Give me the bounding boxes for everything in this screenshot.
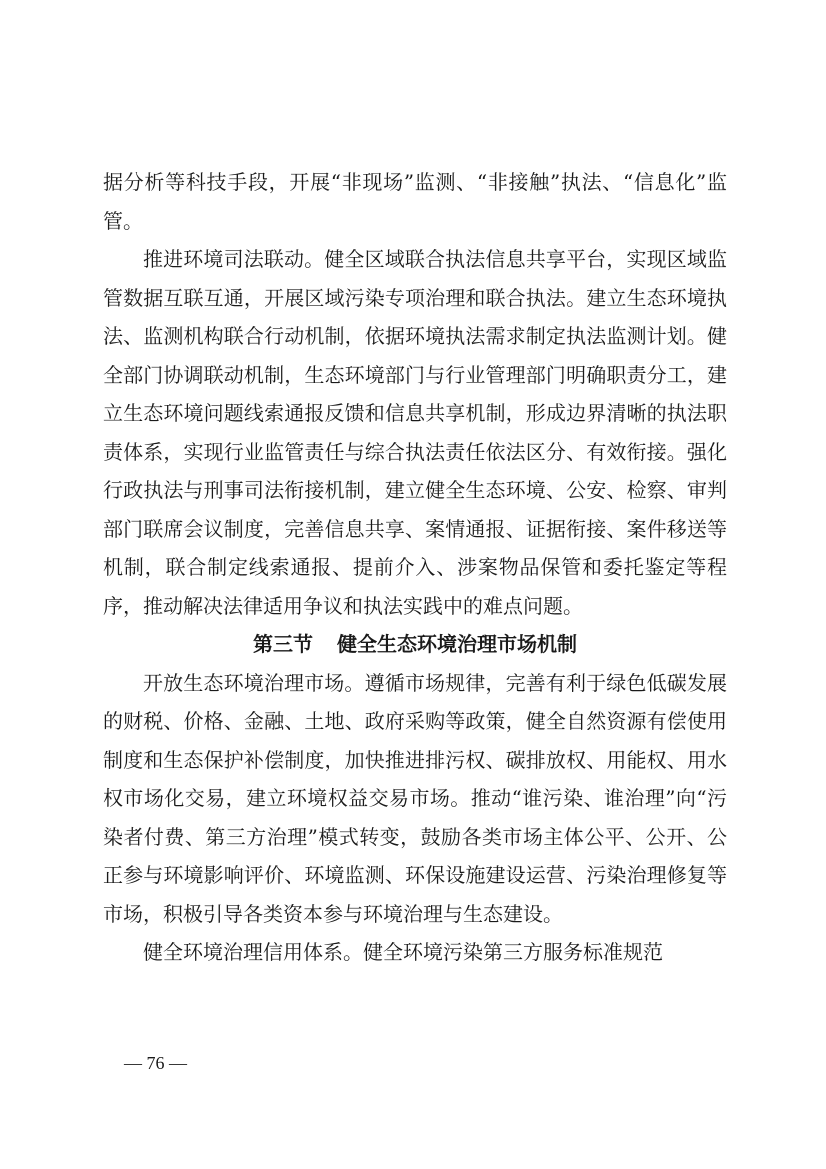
- section-heading: [103, 625, 727, 664]
- page-number: — 76 —: [124, 1053, 187, 1073]
- section-title-text: 健全生态环境治理市场机制: [337, 632, 577, 656]
- paragraph-continued: 据分析等科技手段，开展“非现场”监测、“非接触”执法、“信息化”监管。: [103, 170, 727, 233]
- paragraph-open-market: 开放生态环境治理市场。遵循市场规律，完善有利于绿色低碳发展的财税、价格、金融、土地、政府采购等政策，健全自然资源有偿使用制度和生态保护补偿制度，加快推进排污权、碳排放权、用能权、用水权市场化交易，建立环境权益交易市场。推动“谁污染、谁治理”向“污染者付费、第三方治理”模式转变，鼓励各类市场主体公平、公开、公正参与环境影响评价、环境监测、环保设施建设运营、污染治理修复等市场，积极引导各类资本参与环境治理与生态建设。: [103, 670, 727, 926]
- document-body: [103, 163, 727, 972]
- paragraph-judicial-linkage: 推进环境司法联动。健全区域联合执法信息共享平台，实现区域监管数据互联互通，开展区域污染专项治理和联合执法。建立生态环境执法、监测机构联合行动机制，依据环境执法需求制定执法监测计划。健全部门协调联动机制，生态环境部门与行业管理部门明确职责分工，建立生态环境问题线索通报反馈和信息共享机制，形成边界清晰的执法职责体系，实现行业监管责任与综合执法责任依法区分、有效衔接。强化行政执法与刑事司法衔接机制，建立健全生态环境、公安、检察、审判部门联席会议制度，完善信息共享、案情通报、证据衔接、案件移送等机制，联合制定线索通报、提前介入、涉案物品保管和委托鉴定等程序，推动解决法律适用争议和执法实践中的难点问题。: [103, 247, 727, 618]
- section-number: 第三节: [253, 632, 313, 656]
- paragraph-credit-system: 健全环境治理信用体系。健全环境污染第三方服务标准规范: [143, 940, 663, 964]
